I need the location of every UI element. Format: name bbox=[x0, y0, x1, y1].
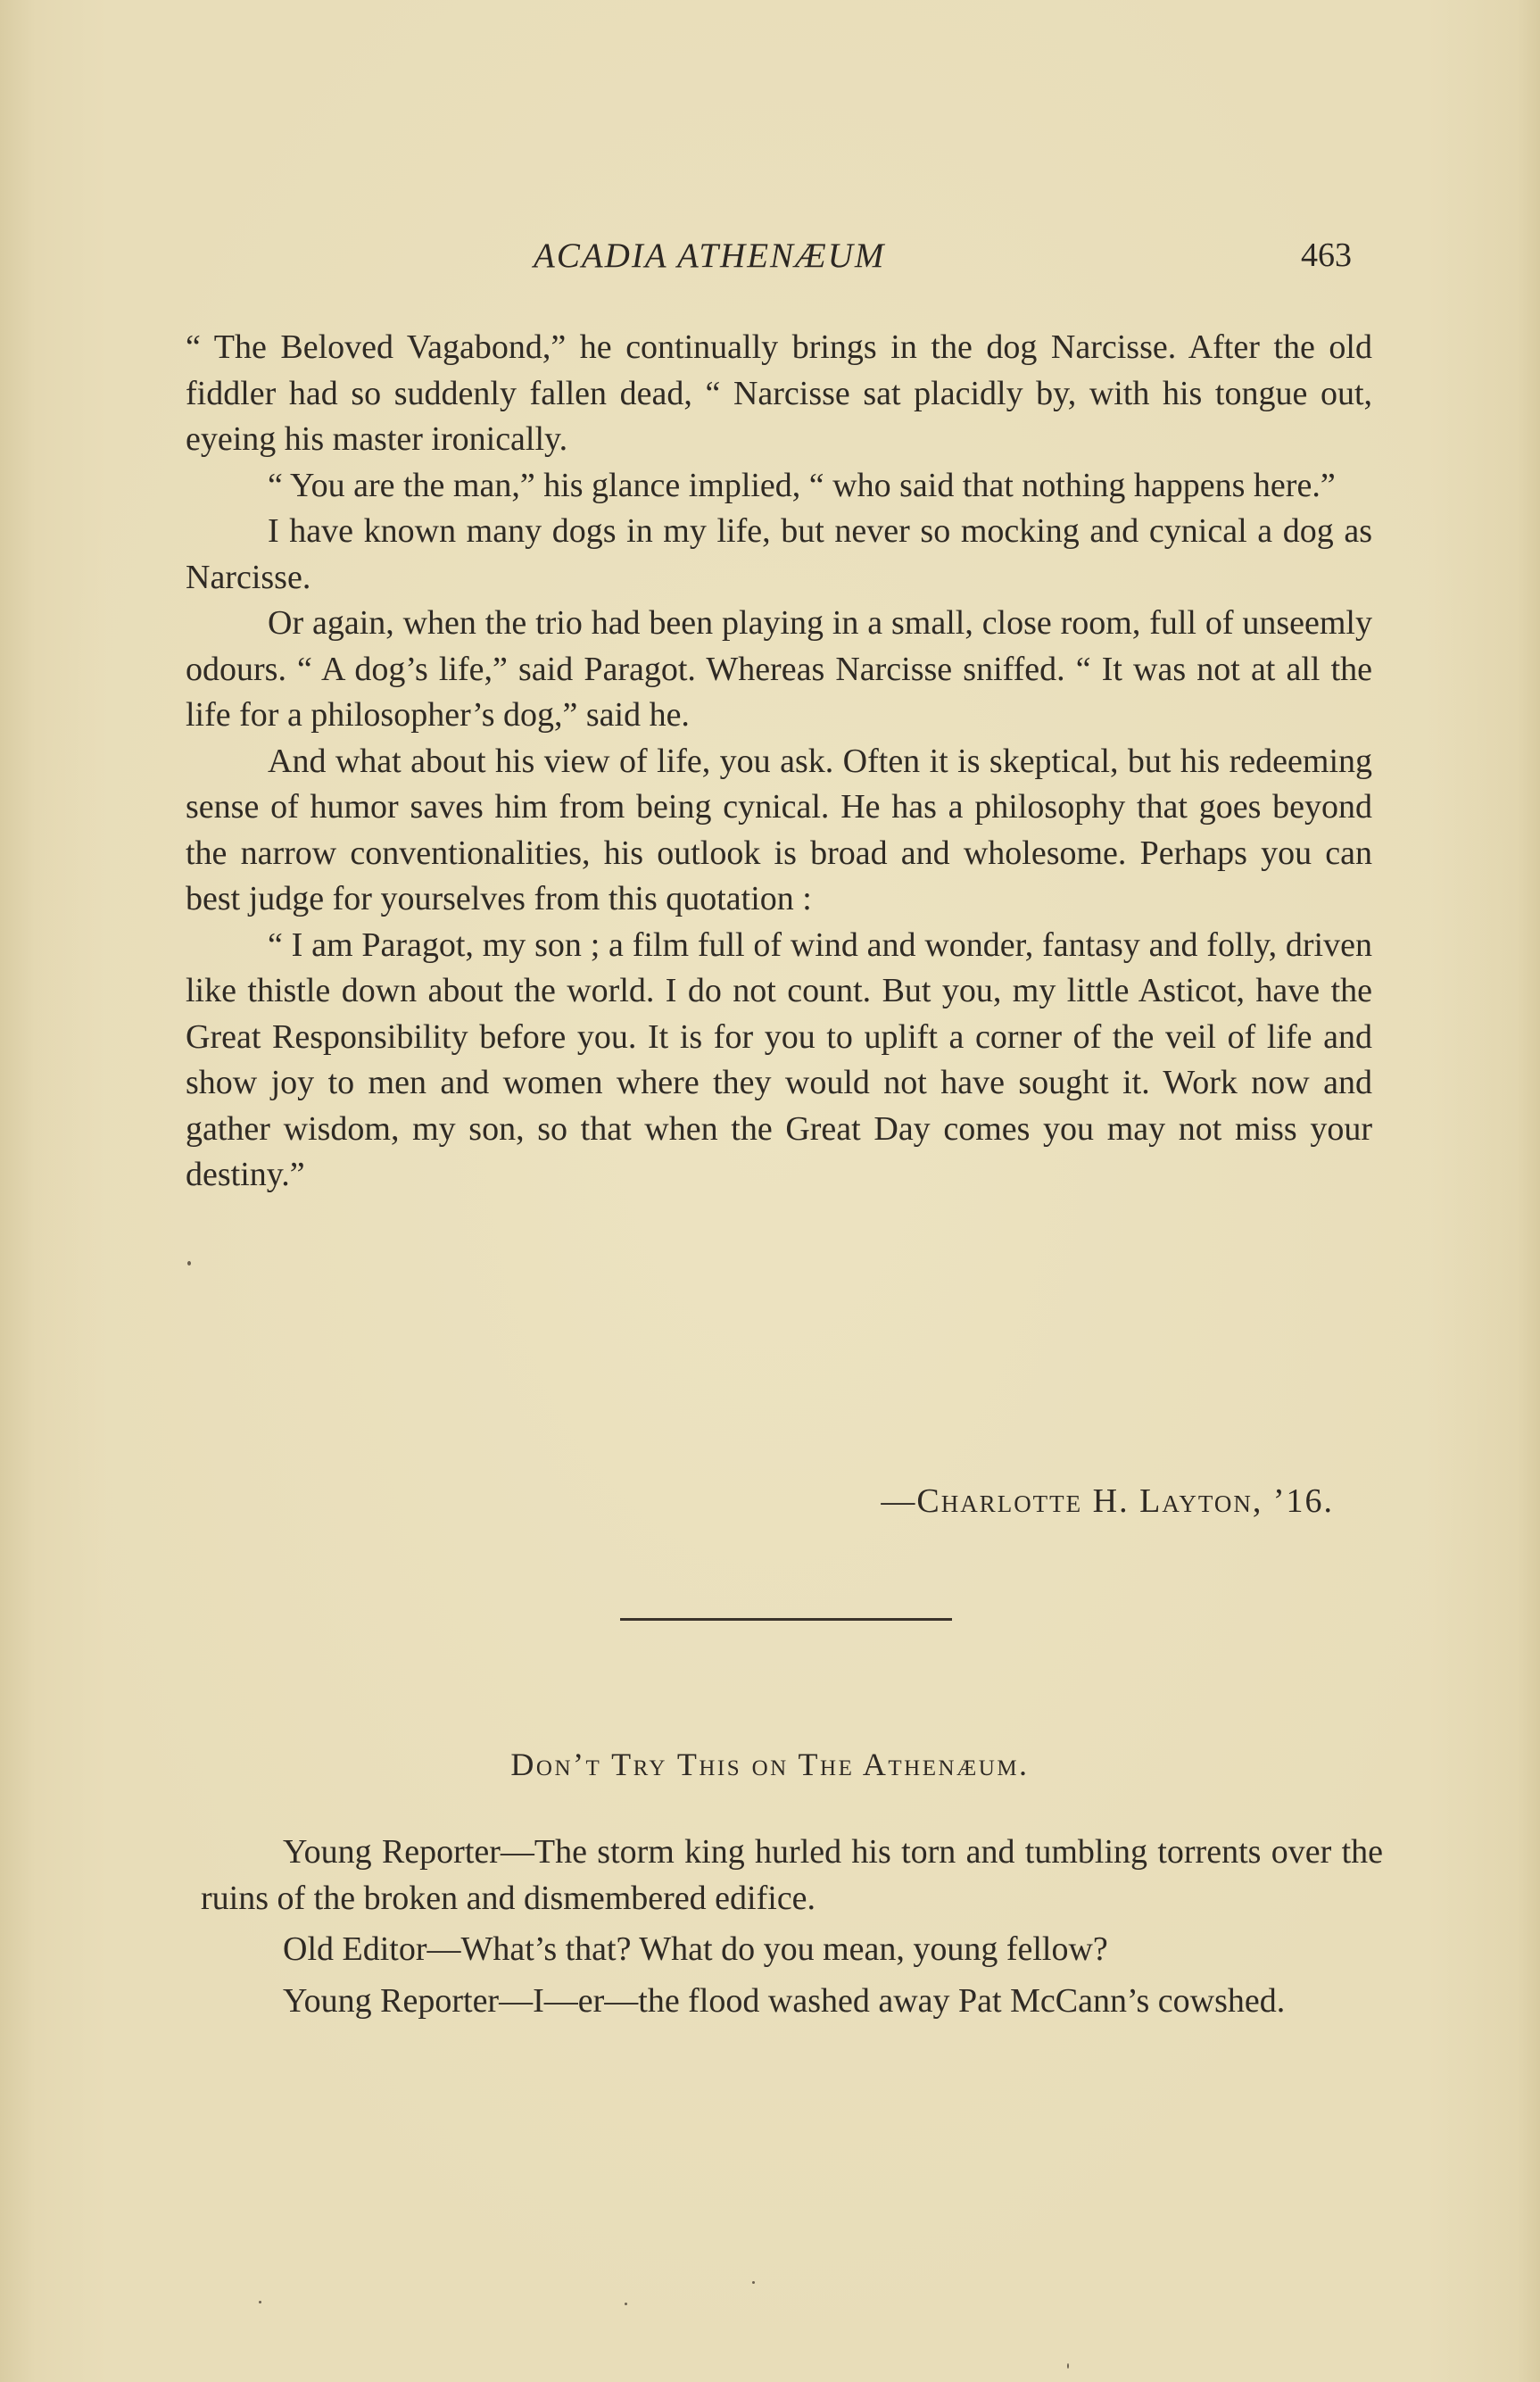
running-title: ACADIA ATHENÆUM bbox=[534, 237, 886, 275]
paragraph: “ The Beloved Vagabond,” he continually brings in the dog Narcisse. After the old fiddler had so suddenly fallen dead, “ Narcisse sat placidly by, with his tongue out, eyeing his master ironically. bbox=[186, 328, 1372, 458]
paper-speck bbox=[259, 2301, 261, 2303]
paragraph: “ You are the man,” his glance implied, “ who said that nothing happens here.” bbox=[268, 466, 1336, 504]
page-header bbox=[0, 236, 1540, 289]
author-signature bbox=[0, 1481, 1540, 1535]
paper-speck bbox=[625, 2303, 627, 2305]
quotation-paragraph: “ I am Paragot, my son ; a film full of wind and wonder, fantasy and folly, driven like thistle down about the world. I do not count. But you, my little Asticot, have the Great Responsibility before you. It is for you to uplift a corner of the veil of life and show joy to men and women where they would not have sought it. Work now and gather wisdom, my son, so that when the Great Day comes you may not miss your destiny.” bbox=[186, 925, 1372, 1193]
dialogue-paragraph: Young Reporter—The storm king hurled his torn and tumbling torrents over the ruins of the broken and dismembered edifice. bbox=[201, 1833, 1383, 1917]
paragraph: Or again, when the trio had been playing in a small, close room, full of unseemly odours. “ A dog’s life,” said Paragot. Whereas Narcisse sniffed. “ It was not at all the life for a philosopher’s dog,” said he. bbox=[186, 604, 1372, 734]
paper-speck bbox=[187, 1261, 191, 1266]
paper-speck bbox=[752, 2281, 755, 2284]
page-number: 463 bbox=[1301, 237, 1352, 274]
paragraph: I have known many dogs in my life, but never so mocking and cynical a dog as Narcisse. bbox=[186, 512, 1372, 596]
paper-speck bbox=[1067, 2363, 1069, 2369]
paragraph: And what about his view of life, you ask. Often it is skeptical, but his redeeming sense of humor saves him from being cynical. He has a philosophy that goes beyond the narrow conventionalities, his outlook is broad and wholesome. Perhaps you can best judge for yourselves from this quotation : bbox=[186, 742, 1372, 917]
section-title: Don’t Try This on The Athenæum. bbox=[510, 1747, 1030, 1782]
section-divider bbox=[620, 1618, 952, 1621]
author-signature-text: —Charlotte H. Layton, ’16. bbox=[881, 1482, 1334, 1520]
section-body bbox=[201, 1830, 1383, 2029]
dialogue-paragraph: Old Editor—What’s that? What do you mean, young fellow? bbox=[283, 1930, 1108, 1968]
dialogue-paragraph: Young Reporter—I—er—the flood washed away Pat McCann’s cowshed. bbox=[283, 1981, 1286, 2020]
article-body bbox=[186, 325, 1372, 1199]
